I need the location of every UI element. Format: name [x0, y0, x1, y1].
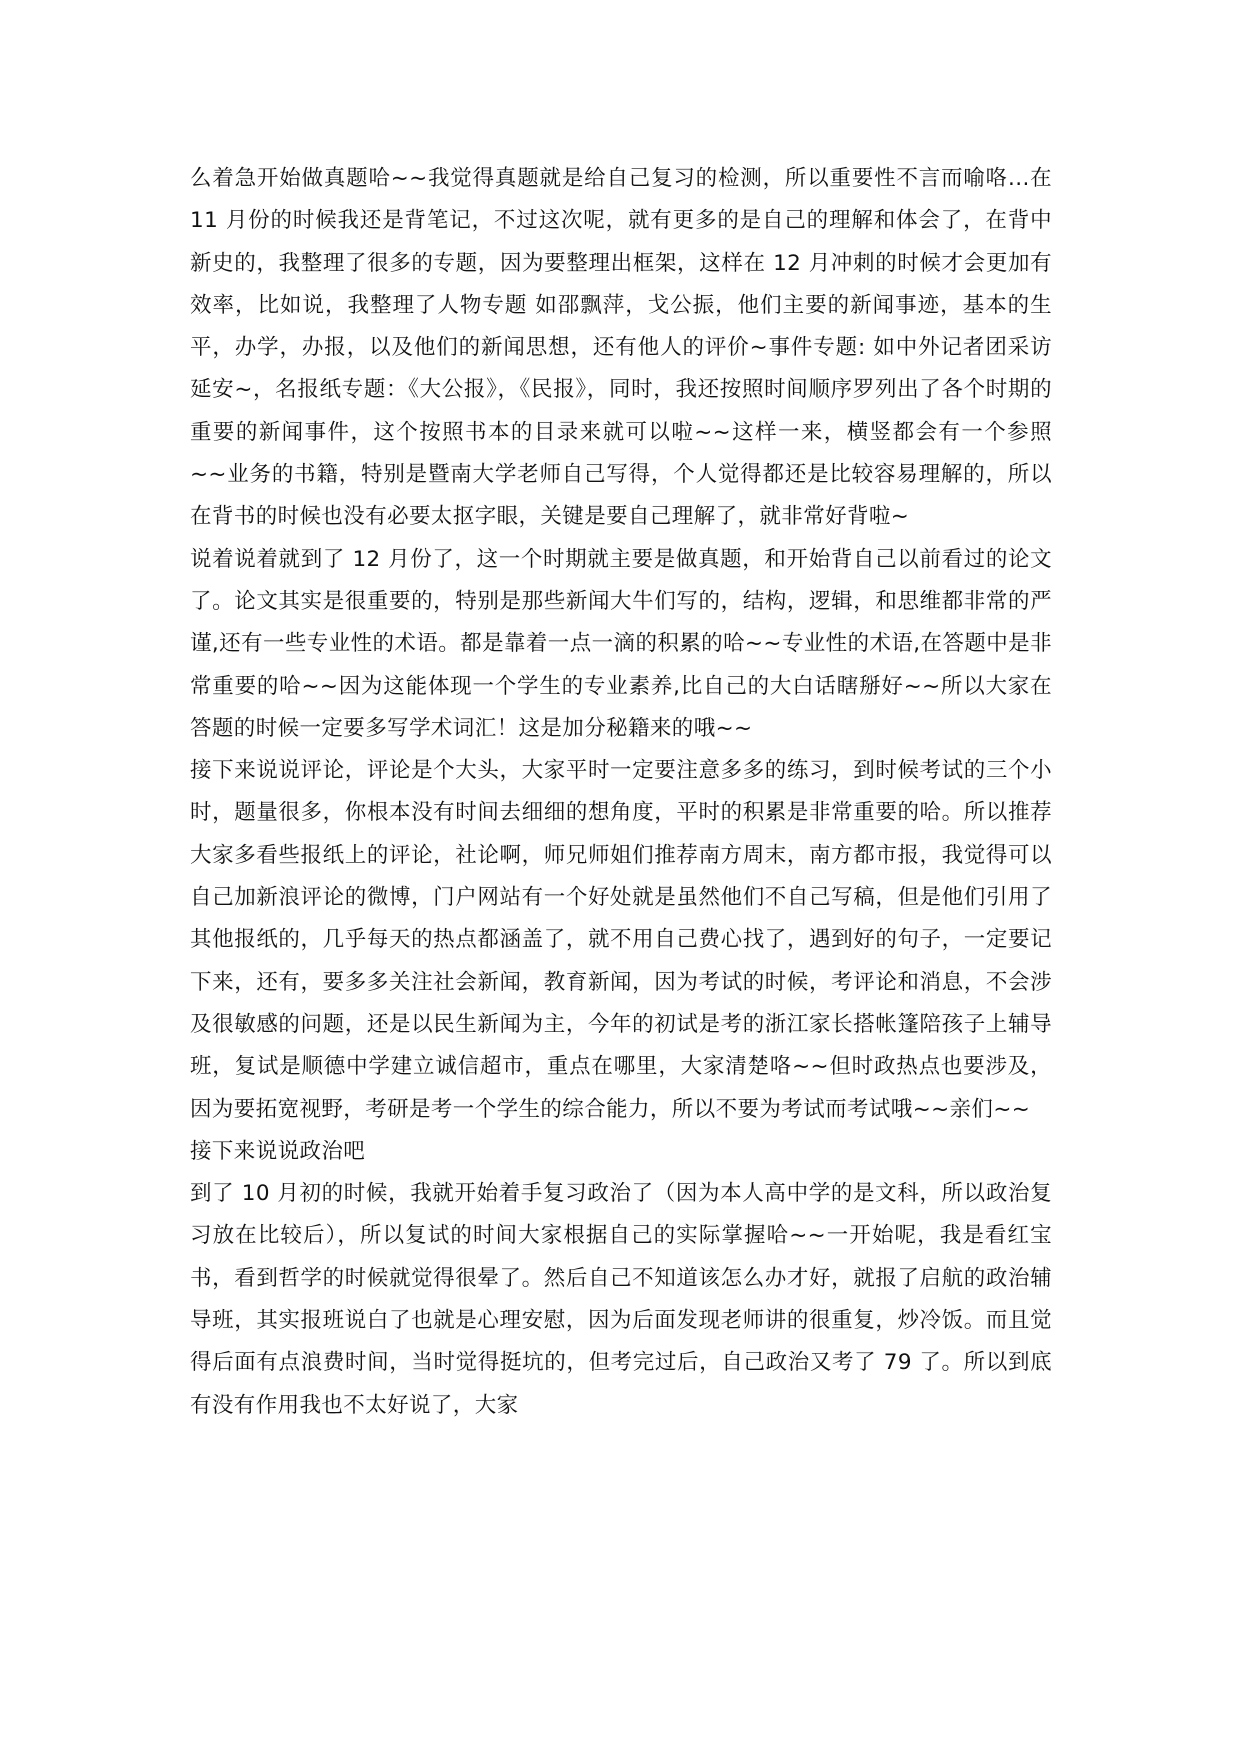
paragraph: 接下来说说评论，评论是个大头，大家平时一定要注意多多的练习，到时候考试的三个小时，题量很多，你根本没有时间去细细的想角度，平时的积累是非常重要的哈。所以推荐大家多看些报纸上的评论，社论啊，师兄师姐们推荐南方周末，南方都市报，我觉得可以自己加新浪评论的微博，门户网站有一个好处就是虽然他们不自己写稿，但是他们引用了其他报纸的，几乎每天的热点都涵盖了，就不用自己费心找了，遇到好的句子，一定要记下来，还有，要多多关注社会新闻，教育新闻，因为考试的时候，考评论和消息，不会涉及很敏感的问题，还是以民生新闻为主，今年的初试是考的浙江家长搭帐篷陪孩子上辅导班，复试是顺德中学建立诚信超市，重点在哪里，大家清楚咯~~但时政热点也要涉及，因为要拓宽视野，考研是考一个学生的综合能力，所以不要为考试而考试哦~~亲们~~: [190, 758, 1052, 1122]
paragraph: 到了 10 月初的时候，我就开始着手复习政治了（因为本人高中学的是文科，所以政治复习放在比较后），所以复试的时间大家根据自己的实际掌握哈~~一开始呢，我是看红宝书，看到哲学的时候就觉得很晕了。然后自己不知道该怎么办才好，就报了启航的政治辅导班，其实报班说白了也就是心理安慰，因为后面发现老师讲的很重复，炒冷饭。而且觉得后面有点浪费时间，当时觉得挺坑的，但考完过后，自己政治又考了 79 了。所以到底有没有作用我也不太好说了，大家: [190, 1181, 1052, 1418]
document-body: [190, 158, 1052, 1427]
paragraph: 说着说着就到了 12 月份了，这一个时期就主要是做真题，和开始背自己以前看过的论文了。论文其实是很重要的，特别是那些新闻大牛们写的，结构，逻辑，和思维都非常的严谨,还有一些专业性的术语。都是靠着一点一滴的积累的哈~~专业性的术语,在答题中是非常重要的哈~~因为这能体现一个学生的专业素养,比自己的大白话瞎掰好~~所以大家在答题的时候一定要多写学术词汇！这是加分秘籍来的哦~~: [190, 546, 1052, 741]
paragraph: 么着急开始做真题哈~~我觉得真题就是给自己复习的检测，所以重要性不言而喻咯...在 11 月份的时候我还是背笔记，不过这次呢，就有更多的是自己的理解和体会了，在背中新史的，我整理了很多的专题，因为要整理出框架，这样在 12 月冲刺的时候才会更加有效率，比如说，我整理了人物专题 如邵飘萍，戈公振，他们主要的新闻事迹，基本的生平，办学，办报，以及他们的新闻思想，还有他人的评价~事件专题: 如中外记者团采访延安~，名报纸专题：《大公报》，《民报》，同时，我还按照时间顺序罗列出了各个时期的重要的新闻事件，这个按照书本的目录来就可以啦~~这样一来，横竖都会有一个参照~~业务的书籍，特别是暨南大学老师自己写得，个人觉得都还是比较容易理解的，所以在背书的时候也没有必要太抠字眼，关键是要自己理解了，就非常好背啦~: [190, 166, 1052, 530]
paragraph: 接下来说说政治吧: [190, 1138, 366, 1164]
